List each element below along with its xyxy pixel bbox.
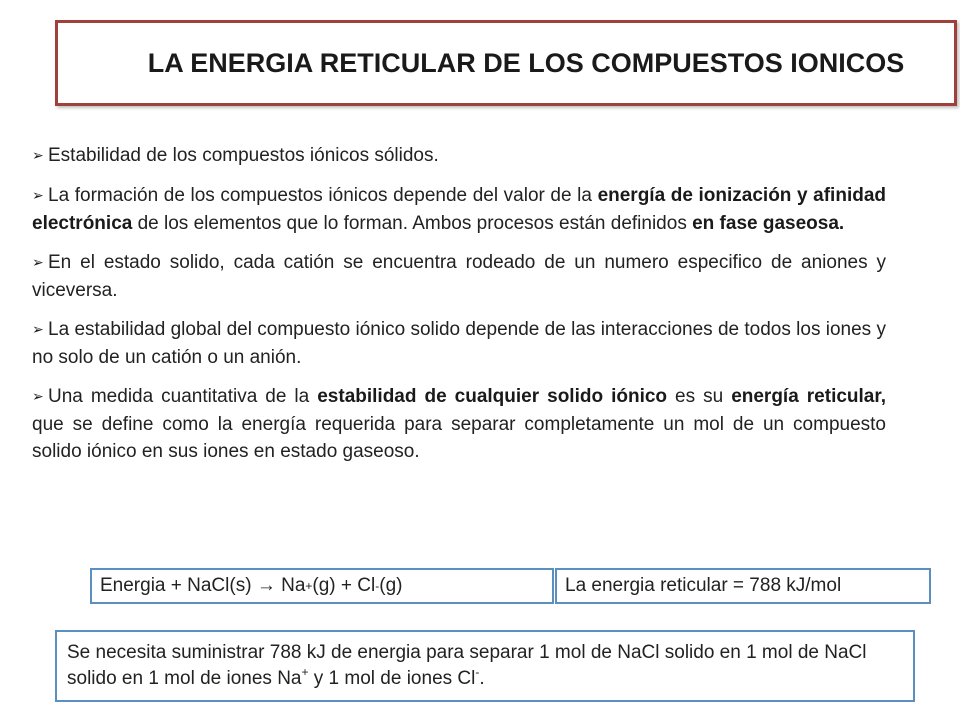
- bullet-text: es su: [667, 386, 732, 407]
- reaction-arrow: →: [256, 575, 276, 596]
- bullet-text: La formación de los compuestos iónicos depende del valor de la: [48, 185, 598, 206]
- bullet-bold: estabilidad de cualquier solido iónico: [317, 386, 668, 407]
- title-box: [55, 20, 957, 106]
- bullet-item: [32, 249, 886, 304]
- slide-title: LA ENERGIA RETICULAR DE LOS COMPUESTOS IONICOS: [147, 48, 905, 78]
- bullet-list: [32, 142, 886, 477]
- arrow-bullet-icon: ➢: [32, 255, 44, 271]
- bullet-item: [32, 383, 886, 465]
- sodium-charge: +: [301, 665, 309, 679]
- note-box: [55, 630, 915, 702]
- bullet-item: [32, 182, 886, 237]
- bullet-bold: energía reticular,: [731, 386, 886, 407]
- bullet-text: La estabilidad global del compuesto iónico solido depende de las interacciones de todos los iones y no solo de un catión o un anión.: [32, 319, 886, 368]
- bullet-item: [32, 316, 886, 371]
- sodium-symbol: Na: [281, 575, 306, 596]
- bullet-text: de los elementos que lo forman. Ambos procesos están definidos: [132, 213, 693, 234]
- note-text: y 1 mol de iones Cl: [308, 668, 476, 689]
- chloride-state: (g): [379, 575, 403, 596]
- arrow-bullet-icon: ➢: [32, 148, 44, 164]
- bullet-item: [32, 142, 886, 170]
- note-text: .: [479, 668, 485, 689]
- bullet-bold: energía de ionización y afinidad electrónica: [32, 185, 887, 234]
- chloride-charge: -: [475, 665, 480, 679]
- lattice-energy-box: [555, 568, 931, 604]
- bullet-text: que se define como la energía requerida para separar completamente un mol de un compuesto solido iónico en sus iones en estado gaseoso.: [32, 414, 886, 462]
- bullet-text: En el estado solido, cada catión se encuentra rodeado de un numero especifico de aniones y viceversa.: [32, 252, 886, 301]
- equation-lhs: Energia + NaCl(s): [100, 575, 252, 596]
- arrow-bullet-icon: ➢: [32, 389, 44, 405]
- bullet-bold: en fase gaseosa.: [692, 213, 845, 234]
- note-text: Se necesita suministrar 788 kJ de energia para separar 1 mol de NaCl solido en 1 mol de NaCl solido en 1 mol de iones Na: [67, 642, 867, 689]
- bullet-text: Estabilidad de los compuestos iónicos sólidos.: [48, 145, 439, 166]
- chloride-symbol: Cl: [357, 575, 376, 596]
- bullet-text: Una medida cuantitativa de la: [48, 386, 318, 407]
- arrow-bullet-icon: ➢: [32, 322, 44, 338]
- reaction-equation-box: Energia + NaCl(s) → Na + (g) + Cl - (g): [90, 568, 554, 604]
- sodium-state: (g) +: [312, 575, 353, 596]
- lattice-energy-text: La energia reticular = 788 kJ/mol: [565, 575, 842, 596]
- arrow-bullet-icon: ➢: [32, 188, 44, 204]
